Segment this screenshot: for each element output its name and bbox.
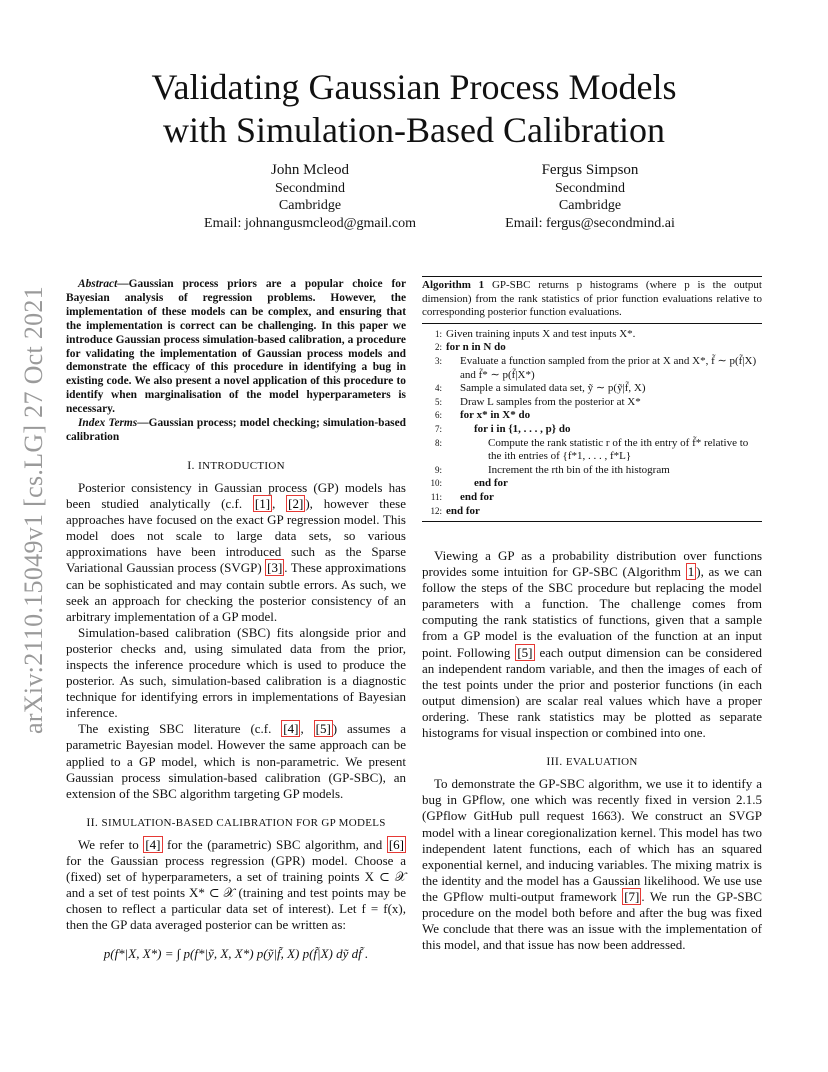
algorithm-line-text: Increment the rth bin of the ith histogram [488, 463, 670, 476]
algorithm-line [422, 341, 762, 355]
evaluation-paragraph: To demonstrate the GP-SBC algorithm, we use it to identify a bug in GPflow, one which was recently fixed in version 2.1.5 (GPflow GitHub pull request 1663). We construct an SVGP model with a linear coregionalization kernel. This model has two independent latent functions, each of which has an squared exponential kernel, and inducing variables. The mixing matrix is the identity and the model has a Gaussian likelihood. We use use the GPflow multi-output framework [7] . We run the GP-SBC procedure on the model both before and after the bug was fixed We conclude that there was an issue with the implementation of this model, and that issue has now been addressed. [422, 776, 762, 953]
author-email: Email: fergus@secondmind.ai [505, 215, 675, 231]
citation-link[interactable]: [6] [388, 836, 404, 852]
algorithm-box [422, 276, 762, 522]
author-name: Fergus Simpson [541, 162, 639, 178]
index-terms-label: Index Terms [78, 417, 138, 430]
algorithm-line-text: end for [446, 504, 480, 517]
algorithm-line [422, 505, 762, 519]
algorithm-line-number: 2: [434, 342, 442, 353]
algorithm-line-text: for x* in X* do [460, 409, 531, 422]
citation-link[interactable]: [1] [254, 496, 271, 512]
citation-link[interactable]: [2] [288, 496, 304, 512]
algorithm-line-number: 12: [430, 505, 442, 516]
citation-link[interactable]: [7] [624, 888, 640, 904]
algorithm-line [422, 409, 762, 423]
citation-link[interactable]: [3] [267, 560, 283, 576]
title-line-2: with Simulation-Based Calibration [163, 110, 665, 150]
paper-title [64, 66, 764, 152]
algorithm-line-number: 6: [434, 410, 442, 421]
algorithm-line-text: end for [474, 477, 508, 490]
author-city: Cambridge [278, 198, 342, 213]
section-heading-sbc: II. SIMULATION-BASED CALIBRATION FOR GP MODELS [86, 814, 386, 829]
author-email: Email: johnangusmcleod@gmail.com [204, 215, 416, 231]
algorithm-line-number: 3: [434, 355, 442, 366]
algorithm-line [422, 328, 762, 342]
algorithm-bottom-rule [422, 521, 762, 522]
arxiv-stamp [14, 250, 54, 770]
algorithm-caption: Algorithm 1 GP-SBC returns p histograms (where p is the output dimension) from the rank statistics of prior function evaluations relative to corresponding posterior function evaluations. [422, 279, 762, 319]
algorithm-line [422, 423, 762, 437]
citation-link[interactable]: [5] [517, 644, 533, 660]
citation-link[interactable]: [5] [315, 721, 331, 737]
right-paragraph-1: Viewing a GP as a probability distribution over functions provides some intuition for GP-SBC (Algorithm 1 ), as we can follow the steps of the SBC procedure but replacing the model parameters with a function. The challenge comes from computing the rank statistics of functions, given that a sample from a GP model is the evaluation of the function at an input point. Following [5] each output dimension can be considered an independent random variable, and then the images of each of the test points under the prior and posterior functions (in each output dimension) are scalar real values which have a proper ordering. These rank statistics may be plotted as separate histograms for visual inspection or combined into one. [422, 548, 762, 741]
abstract [66, 278, 406, 445]
author-block-2 [430, 162, 750, 232]
abstract-text: —Gaussian process priors are a popular choice for Bayesian analysis of regression problems. However, the implementation of these models can be complex, and ensuring that the implementation is correct can be challenging. In this paper we introduce Gaussian process simulation-based calibration, a procedure for validating the implementation of Gaussian process models and demonstrate the efficacy of this procedure in identifying a bug in existing code. We also present a novel application of this procedure to identify when marginalisation of the model hyperparameters is necessary. [66, 278, 406, 416]
author-org: Secondmind [275, 180, 345, 196]
algorithm-line-number: 10: [430, 478, 442, 489]
algorithm-line-number: 1: [434, 328, 442, 339]
algorithm-line [422, 477, 762, 491]
author-org: Secondmind [555, 180, 625, 196]
algorithm-line-text: Draw L samples from the posterior at X* [460, 395, 641, 408]
algorithm-line-number: 11: [430, 491, 442, 502]
left-column [66, 278, 406, 962]
section-heading-introduction: I. INTRODUCTION [187, 457, 285, 472]
algorithm-line [422, 491, 762, 505]
sbc-paragraph-1: We refer to [4] for the (parametric) SBC algorithm, and [6] for the Gaussian process regression (GPR) model. Choose a (fixed) set of hyperparameters, a set of training points X ⊂ 𝒳 and a set of test points X* ⊂ 𝒳 (training and test points may be chosen to reflect a particular data set of interest). Let f = f(x), then the GP data averaged posterior can be written as: [66, 836, 406, 933]
algorithm-label: Algorithm 1 [422, 279, 485, 291]
algorithm-line-number: 4: [434, 383, 442, 394]
algorithm-line [422, 396, 762, 410]
algorithm-body [422, 324, 762, 521]
section-heading-evaluation: III. EVALUATION [546, 754, 638, 769]
author-block-1 [150, 162, 470, 232]
algorithm-line-text: Sample a simulated data set, ỹ ∼ p(ỹ|f̃, X) [460, 382, 646, 395]
intro-paragraph-3: The existing SBC literature (c.f. [4] , [5] ) assumes a parametric Bayesian model. However the same approach can be applied to a GP model, which is non-parametric. We present Gaussian process simulation-based calibration (GP-SBC), an extension of the SBC algorithm targeting GP models. [66, 721, 407, 801]
citation-link[interactable]: [4] [283, 721, 299, 737]
algorithm-line [422, 464, 762, 478]
index-terms-text: —Gaussian process; model checking; simulation-based calibration [66, 417, 406, 443]
citation-link[interactable]: [4] [145, 836, 161, 852]
title-line-1: Validating Gaussian Process Models [151, 67, 677, 107]
posterior-equation: p(f*|X, X*) = ∫ p(f*|ỹ, X, X*) p(ỹ|f̃, X) p(f̃|X) dỹ df̃ . [103, 945, 369, 961]
right-column [422, 548, 762, 953]
author-city: Cambridge [558, 198, 622, 213]
algorithm-line-number: 5: [434, 396, 442, 407]
algorithm-line-text: Compute the rank statistic r of the ith entry of f̃* relative to the ith entries of {f*1, . . . , f*L} [488, 436, 749, 463]
author-name: John Mcleod [271, 162, 349, 178]
algorithm-line-text: Evaluate a function sampled from the prior at X and X*, f̃ ∼ p(f̃|X) and f̃* ∼ p(f̃|X*) [460, 354, 757, 381]
algorithm-line-number: 8: [434, 437, 442, 448]
algorithm-line-text: for i in {1, . . . , p} do [474, 422, 571, 435]
algorithm-line-text: end for [460, 490, 494, 503]
algorithm-line-text: for n in N do [446, 341, 506, 354]
algorithm-line [422, 382, 762, 396]
algorithm-line-text: Given training inputs X and test inputs X*. [446, 327, 636, 340]
algorithm-line-number: 9: [434, 464, 442, 475]
algorithm-link[interactable]: 1 [687, 564, 695, 580]
algorithm-line [422, 437, 762, 464]
arxiv-stamp-text: arXiv:2110.15049v1 [cs.LG] 27 Oct 2021 [19, 285, 48, 735]
abstract-label: Abstract [78, 278, 118, 290]
algorithm-line-number: 7: [434, 423, 442, 434]
algorithm-line [422, 355, 762, 382]
intro-paragraph-1: Posterior consistency in Gaussian process (GP) models has been studied analytically (c.f. [1] , [2] ), however these approaches have focused on the exact GP regression model. This model does not scale to large data sets, so various approximations have been introduced such as the Sparse Variational Gaussian process (SVGP) [3] . These approximations can be sophisticated and may contain subtle errors. As such, we seek an approach for checking the posterior consistency of an arbitrary implementation of a GP model. [66, 479, 406, 624]
intro-paragraph-2: Simulation-based calibration (SBC) fits alongside prior and posterior checks and, using simulated data from the prior, inspects the inference procedure which is used to produce the posterior. As such, simulation-based calibration is a diagnostic technique for identifying errors in implementations of Bayesian inference. [66, 624, 406, 721]
